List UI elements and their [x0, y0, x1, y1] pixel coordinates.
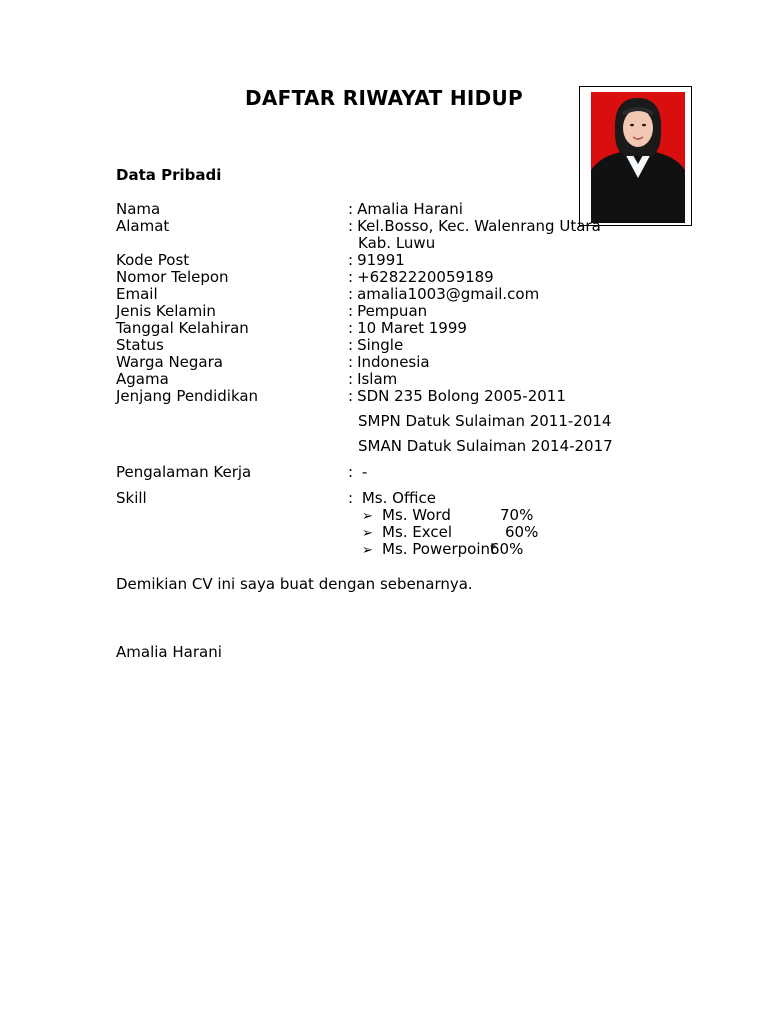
field-value: : +6282220059189 — [348, 268, 494, 286]
arrow-bullet-icon: ➢ — [362, 543, 373, 558]
section-heading-data-pribadi: Data Pribadi — [116, 166, 222, 184]
skill-percent: 60% — [490, 540, 524, 558]
education-entry: SMAN Datuk Sulaiman 2014-2017 — [358, 437, 613, 455]
closing-statement: Demikian CV ini saya buat dengan sebenarnya. — [116, 575, 473, 593]
field-value: : 10 Maret 1999 — [348, 319, 467, 337]
portrait-illustration — [591, 92, 685, 223]
field-value: : SDN 235 Bolong 2005-2011 — [348, 387, 566, 405]
field-value: : Single — [348, 336, 404, 354]
skill-bullet: ➢ Ms. Excel — [362, 523, 453, 541]
profile-photo — [591, 92, 685, 223]
field-label: Agama — [116, 370, 169, 388]
field-label: Alamat — [116, 217, 170, 235]
field-value: : Ms. Office — [348, 489, 436, 507]
field-label: Nama — [116, 200, 161, 218]
field-value: : Kel.Bosso, Kec. Walenrang Utara — [348, 217, 601, 235]
profile-photo-frame — [579, 86, 692, 226]
skill-bullet: ➢ Ms. Word — [362, 506, 451, 524]
field-label: Warga Negara — [116, 353, 223, 371]
arrow-bullet-icon: ➢ — [362, 509, 373, 524]
field-label: Tanggal Kelahiran — [116, 319, 249, 337]
field-value: : - — [348, 463, 368, 481]
skill-bullet: ➢ Ms. Powerpoint — [362, 540, 496, 558]
field-label: Kode Post — [116, 251, 190, 269]
signature-name: Amalia Harani — [116, 643, 222, 661]
field-value: : Islam — [348, 370, 398, 388]
arrow-bullet-icon: ➢ — [362, 526, 373, 541]
field-value: : 91991 — [348, 251, 405, 269]
field-label: Email — [116, 285, 158, 303]
document-title: DAFTAR RIWAYAT HIDUP — [244, 86, 524, 110]
skill-percent: 60% — [505, 523, 539, 541]
field-label: Status — [116, 336, 164, 354]
field-label: Pengalaman Kerja — [116, 463, 252, 481]
education-entry: SMPN Datuk Sulaiman 2011-2014 — [358, 412, 612, 430]
field-label: Skill — [116, 489, 147, 507]
field-label: Nomor Telepon — [116, 268, 229, 286]
skill-percent: 70% — [500, 506, 534, 524]
field-value: : amalia1003@gmail.com — [348, 285, 540, 303]
field-value-continued: Kab. Luwu — [358, 234, 436, 252]
field-value: : Pempuan — [348, 302, 428, 320]
field-value: : Indonesia — [348, 353, 430, 371]
field-value: : Amalia Harani — [348, 200, 463, 218]
field-label: Jenjang Pendidikan — [116, 387, 259, 405]
field-label: Jenis Kelamin — [116, 302, 216, 320]
